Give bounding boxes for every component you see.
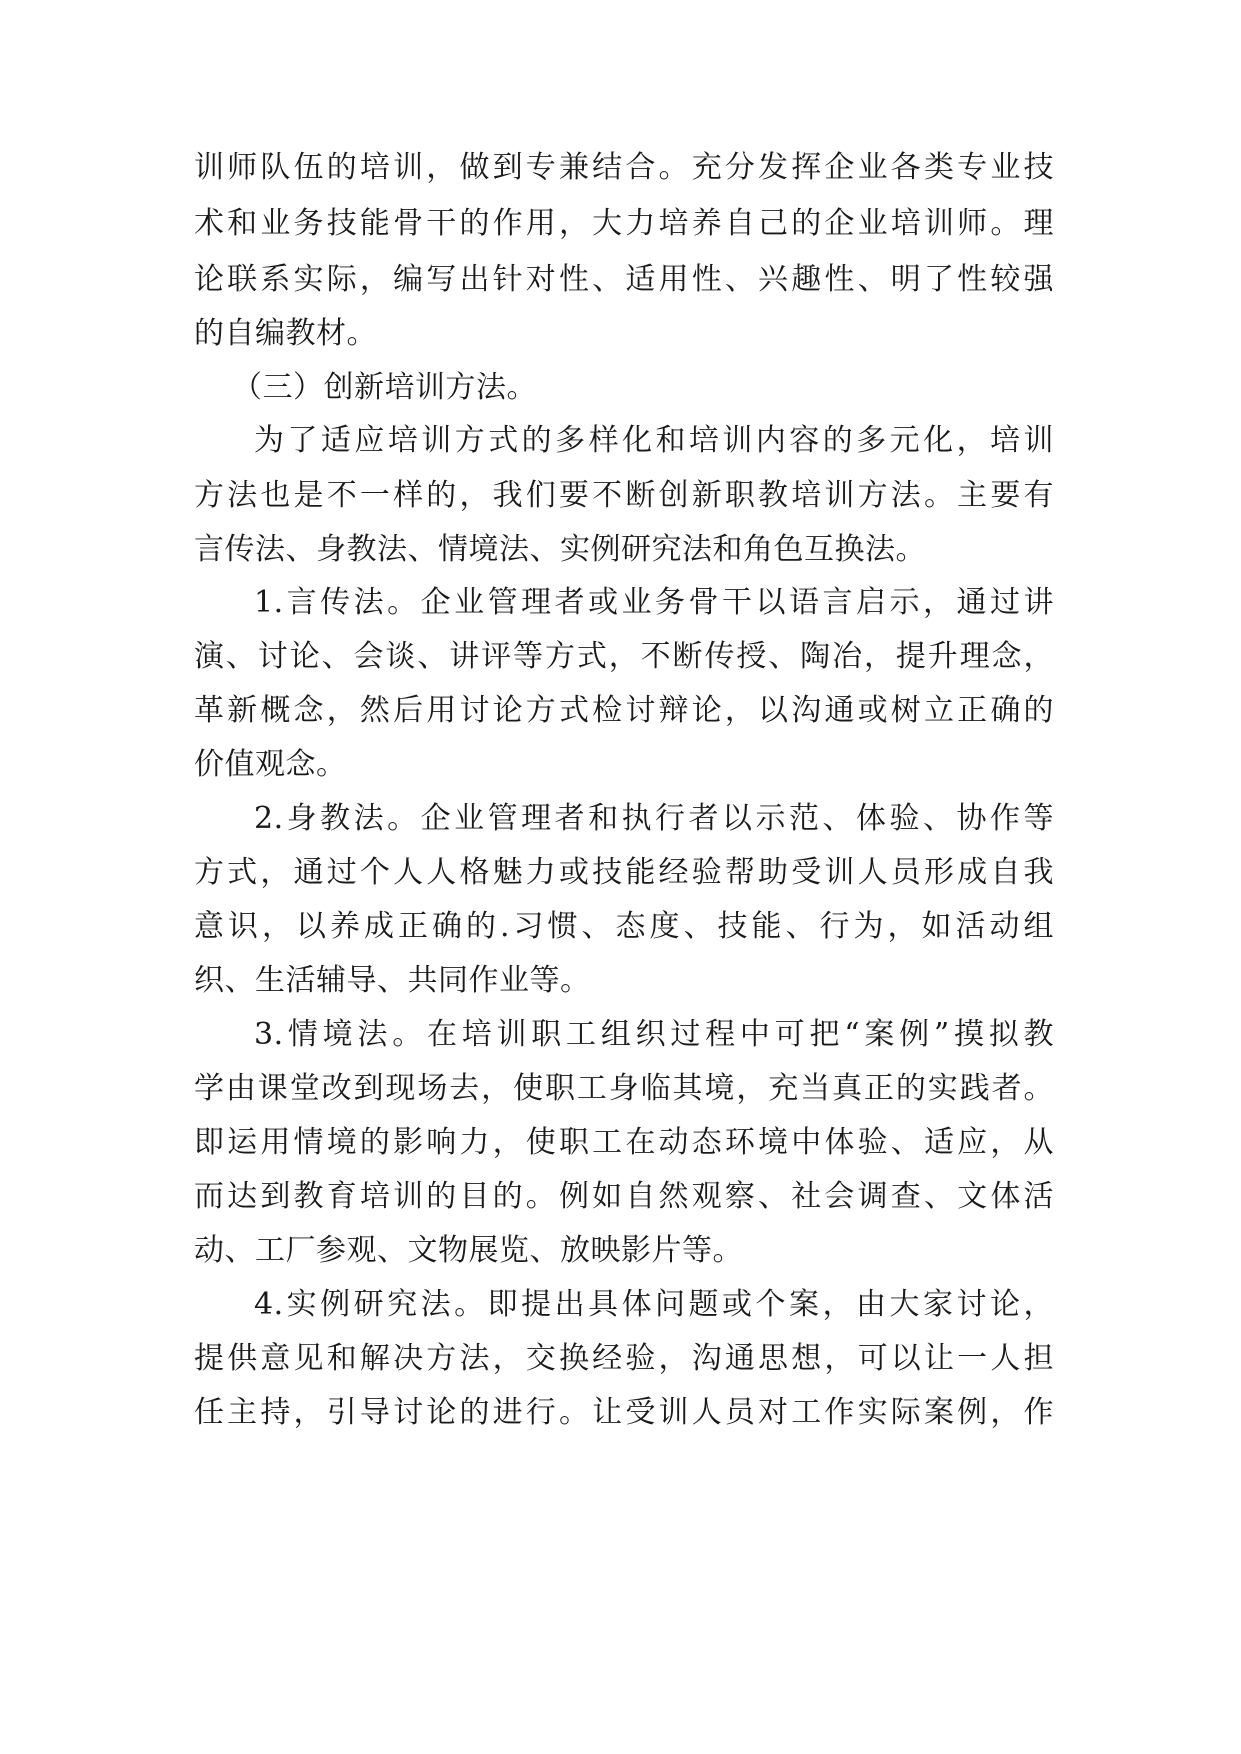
paragraph-first-line: 2.身教法。企业管理者和执行者以示范、体验、协作等 (254, 801, 1054, 836)
text-line: 价值观念。 (194, 747, 347, 782)
paragraph-first-line: 1.言传法。企业管理者或业务骨干以语言启示，通过讲 (254, 585, 1054, 620)
text-line: 革新概念，然后用讨论方式检讨辩论，以沟通或树立正确的 (194, 693, 1054, 728)
text-line: 意识，以养成正确的.习惯、态度、技能、行为，如活动组 (194, 909, 1054, 944)
paragraph-first-line: 4.实例研究法。即提出具体问题或个案，由大家讨论， (254, 1287, 1054, 1322)
section-heading: （三）创新培训方法。 (232, 370, 537, 405)
text-line: 提供意见和解决方法，交换经验，沟通思想，可以让一人担 (194, 1341, 1054, 1376)
text-line: 而达到教育培训的目的。例如自然观察、社会调查、文体活 (194, 1179, 1054, 1214)
text-line: 方法也是不一样的，我们要不断创新职教培训方法。主要有 (194, 478, 1054, 513)
text-line: 方式，通过个人人格魅力或技能经验帮助受训人员形成自我 (194, 855, 1054, 890)
text-line: 论联系实际，编写出针对性、适用性、兴趣性、明了性较强 (194, 262, 1054, 297)
paragraph-first-line: 3.情境法。在培训职工组织过程中可把“案例”摸拟教 (254, 1017, 1054, 1052)
text-line: 演、讨论、会谈、讲评等方式，不断传授、陶冶，提升理念， (194, 639, 1054, 674)
text-line: 学由课堂改到现场去，使职工身临其境，充当真正的实践者。 (194, 1071, 1054, 1106)
text-line: 织、生活辅导、共同作业等。 (194, 963, 591, 998)
text-line: 任主持，引导讨论的进行。让受训人员对工作实际案例，作 (194, 1395, 1054, 1430)
text-line: 即运用情境的影响力，使职工在动态环境中体验、适应，从 (194, 1125, 1054, 1160)
text-line: 术和业务技能骨干的作用，大力培养自己的企业培训师。理 (194, 206, 1054, 241)
text-line: 动、工厂参观、文物展览、放映影片等。 (194, 1233, 743, 1268)
text-line: 言传法、身教法、情境法、实例研究法和角色互换法。 (194, 532, 926, 567)
paragraph-first-line: 为了适应培训方式的多样化和培训内容的多元化，培训 (254, 423, 1054, 458)
text-line: 训师队伍的培训，做到专兼结合。充分发挥企业各类专业技 (194, 150, 1054, 185)
text-line: 的自编教材。 (194, 316, 377, 351)
